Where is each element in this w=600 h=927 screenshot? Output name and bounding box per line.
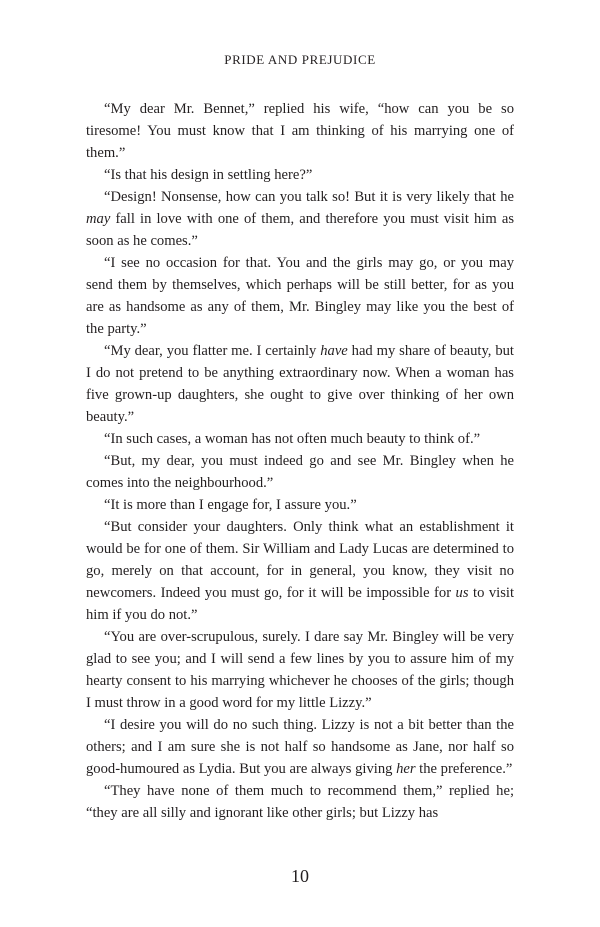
text-run: “Is that his design in settling here?” <box>104 167 313 183</box>
paragraph <box>86 340 514 428</box>
text-run: “I see no occasion for that. You and the girls may go, or you may send them by themselves, which perhaps will be still better, for as you are as handsome as any of them, Mr. Bingley may like you the best of the party.” <box>86 255 514 337</box>
text-run: “But, my dear, you must indeed go and see Mr. Bingley when he comes into the neighbourhood.” <box>86 453 514 491</box>
text-run: “You are over-scrupulous, surely. I dare say Mr. Bingley will be very glad to see you; and I will send a few lines by you to assure him of my hearty consent to his marrying whichever he chooses of the girls; though I must throw in a good word for my little Lizzy.” <box>86 629 514 711</box>
text-run: had my share of beauty, but I do not pretend to be anything extraordinary now. When a woman has five grown-up daughters, she ought to give over thinking of her own beauty.” <box>86 343 514 425</box>
text-run: “But consider your daughters. Only think what an establishment it would be for one of them. Sir William and Lady Lucas are determined to go, merely on that account, for in general, you know, they visit no newcomers. Indeed you must go, for it will be impossible for <box>86 519 514 601</box>
text-run: “I desire you will do no such thing. Lizzy is not a bit better than the others; and I am sure she is not half so handsome as Jane, nor half so good-humoured as Lydia. But you are always giving <box>86 717 514 777</box>
paragraph <box>86 450 514 494</box>
paragraph <box>86 494 514 516</box>
text-run: to visit him if you do not.” <box>86 585 514 623</box>
italic-text-run: her <box>396 761 416 777</box>
paragraph <box>86 626 514 714</box>
text-run: “My dear, you flatter me. I certainly <box>104 343 321 359</box>
paragraph <box>86 252 514 340</box>
paragraph <box>86 714 514 780</box>
paragraph <box>86 98 514 164</box>
paragraph <box>86 164 514 186</box>
text-run: the preference.” <box>415 761 513 777</box>
paragraph <box>86 516 514 626</box>
italic-text-run: have <box>320 343 348 359</box>
running-head: PRIDE AND PREJUDICE <box>224 52 376 67</box>
paragraph <box>86 186 514 252</box>
text-run: “They have none of them much to recommend them,” replied he; “they are all silly and ignorant like other girls; but Lizzy has <box>86 783 514 821</box>
text-run: “My dear Mr. Bennet,” replied his wife, “how can you be so tiresome! You must know that I am thinking of his marrying one of them.” <box>86 101 514 161</box>
text-run: “It is more than I engage for, I assure you.” <box>104 497 357 513</box>
italic-text-run: us <box>455 585 469 601</box>
italic-text-run: may <box>86 211 111 227</box>
body-text <box>86 98 514 824</box>
text-run: “Design! Nonsense, how can you talk so! But it is very likely that he <box>104 189 514 205</box>
text-run: fall in love with one of them, and therefore you must visit him as soon as he comes.” <box>86 211 514 249</box>
paragraph <box>86 780 514 824</box>
page-number: 10 <box>291 866 309 886</box>
paragraph <box>86 428 514 450</box>
text-run: “In such cases, a woman has not often much beauty to think of.” <box>104 431 481 447</box>
